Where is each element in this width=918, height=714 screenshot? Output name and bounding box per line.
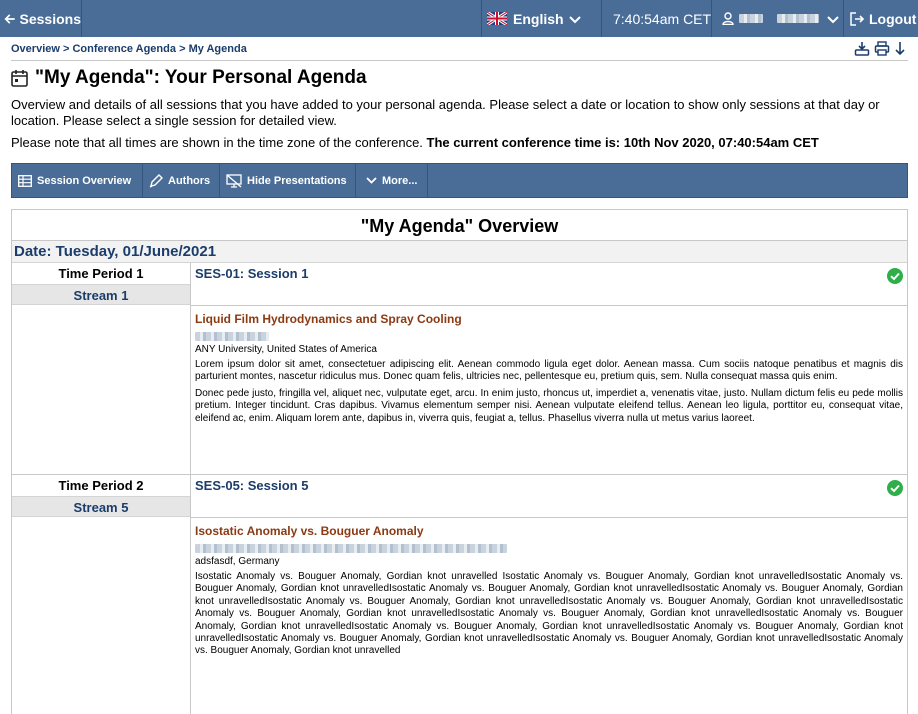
session-link[interactable]: SES-01: Session 1 — [195, 266, 309, 281]
hide-presentations-label: Hide Presentations — [247, 174, 347, 187]
logout-button[interactable] — [843, 0, 918, 37]
session-overview-button[interactable] — [12, 164, 143, 197]
breadcrumb — [11, 40, 908, 61]
authors-redacted — [195, 541, 903, 551]
session-header — [191, 263, 907, 306]
agenda-overview-panel — [11, 209, 908, 714]
chevron-down-icon — [366, 176, 377, 185]
check-circle-icon[interactable] — [887, 480, 903, 496]
time-period: Time Period 1 — [58, 266, 144, 281]
time-period: Time Period 2 — [58, 478, 144, 493]
note-prefix: Please note that all times are shown in the time zone of the conference. — [11, 135, 423, 150]
session-overview-label: Session Overview — [37, 174, 132, 187]
stream-label[interactable]: Stream 1 — [12, 284, 190, 305]
affiliation: adsfasdf, Germany — [195, 556, 280, 567]
user-icon — [722, 12, 734, 25]
language-label: English — [513, 10, 564, 27]
sessions-back-button[interactable] — [0, 0, 82, 37]
sessions-label: Sessions — [19, 10, 81, 27]
session-header — [191, 475, 907, 518]
session-link[interactable]: SES-05: Session 5 — [195, 478, 309, 493]
agenda-toolbar — [11, 163, 908, 198]
download-calendar-icon[interactable] — [854, 41, 870, 56]
check-circle-icon[interactable] — [887, 268, 903, 284]
arrow-down-icon[interactable] — [894, 41, 906, 56]
page-title-text: "My Agenda": Your Personal Agenda — [35, 67, 367, 88]
user-menu[interactable] — [711, 0, 843, 37]
uk-flag-icon — [487, 12, 507, 25]
session-detail — [191, 475, 907, 668]
authors-label: Authors — [168, 174, 211, 187]
presentation — [191, 306, 907, 435]
overview-title: "My Agenda" Overview — [12, 210, 907, 241]
intro-text: Overview and details of all sessions that you have added to your personal agenda. Please select a date or location to show only sessions at that day or location. Please select a single session for detailed view. — [11, 97, 880, 128]
breadcrumb-conference-agenda[interactable]: Conference Agenda — [72, 43, 176, 55]
logout-label: Logout — [869, 10, 917, 27]
more-label: More... — [382, 174, 418, 187]
hide-presentation-icon — [226, 174, 242, 188]
stream-label[interactable]: Stream 5 — [12, 496, 190, 517]
username-redacted-2 — [777, 14, 819, 23]
authors-redacted — [195, 329, 903, 339]
page-tools — [854, 41, 906, 56]
arrow-left-icon — [4, 12, 16, 26]
breadcrumb-separator: > — [62, 43, 70, 55]
calendar-icon — [11, 69, 28, 87]
timezone-note — [11, 135, 911, 151]
affiliation: ANY University, United States of America — [195, 344, 377, 355]
chevron-down-icon — [569, 14, 581, 24]
chevron-down-icon — [827, 14, 839, 24]
time-value: 7:40:54am — [613, 10, 680, 27]
breadcrumb-overview[interactable]: Overview — [11, 43, 60, 55]
page-title — [11, 67, 367, 89]
date-header: Date: Tuesday, 01/June/2021 — [12, 241, 907, 263]
abstract-paragraph: Isostatic Anomaly vs. Bouguer Anomaly, Gordian knot unravelled Isostatic Anomaly vs. Bouguer Anomaly, Gordian knot unravelledIsostatic Anomaly vs. Bouguer Anomaly, Gordian knot unravelledIsostatic Anomaly vs. Bouguer Anomaly, Gordian knot unravelledIsostatic Anomaly vs. Bouguer Anomaly, Gordian knot unravelledIsostatic Anomaly vs. Bouguer Anomaly, Gordian knot unravelledIsostatic Anomaly vs. Bouguer Anomaly, Gordian knot unravelledIsostatic Anomaly vs. Bouguer Anomaly, Gordian knot unravelledIsostatic Anomaly vs. Bouguer Anomaly, Gordian knot unravelledIsostatic Anomaly vs. Bouguer Anomaly, Gordian knot unravelledIsostatic Anomaly vs. Bouguer Anomaly, Gordian knot unravelledIsostatic Anomaly vs. Bouguer Anomaly, Gordian knot unravelledIsostatic Anomaly vs. Bouguer Anomaly, Gordian knot unravelledIsostatic Anomaly vs. Bouguer Anomaly, Gordian knot unravelledIsostatic Anomaly vs. Bouguer Anomaly, Gordian knot unravelled — [195, 571, 903, 657]
abstract-paragraph: Lorem ipsum dolor sit amet, consectetuer adipiscing elit. Aenean commodo ligula eget dolor. Aenean massa. Cum sociis natoque penatibus et magnis dis parturient montes, nascetur ridiculus mus. Donec quam felis, ultricies nec, pellentesque eu, pretium quis, sem. Nulla consequat massa quis enim. — [195, 359, 903, 383]
print-icon[interactable] — [874, 41, 890, 56]
hide-presentations-button[interactable] — [220, 164, 356, 197]
breadcrumb-my-agenda: My Agenda — [188, 43, 247, 55]
top-navigation-bar — [0, 0, 918, 37]
abstract-paragraph: Donec pede justo, fringilla vel, aliquet nec, vulputate eget, arcu. In enim justo, rhoncus ut, imperdiet a, venenatis vitae, justo. Nullam dictum felis eu pede mollis pretium. Integer tincidunt. Cras dapibus. Vivamus elementum semper nisi. Aenean vulputate eleifend tellus. Aenean leo ligula, porttitor eu, consequat vitae, eleifend ac, enim. Aliquam lorem ante, dapibus in, viverra quis, feugiat a, tellus. Phasellus viverra nulla ut metus varius laoreet. — [195, 387, 903, 424]
authors-button[interactable] — [143, 164, 220, 197]
session-row — [12, 475, 907, 714]
timezone-label: CET — [683, 10, 712, 27]
session-detail — [191, 263, 907, 435]
presentation-title[interactable]: Isostatic Anomaly vs. Bouguer Anomaly — [195, 524, 424, 538]
presentation-title[interactable]: Liquid Film Hydrodynamics and Spray Cooling — [195, 312, 462, 326]
more-button[interactable] — [356, 164, 428, 197]
username-redacted — [739, 14, 763, 23]
language-selector[interactable] — [481, 0, 601, 37]
current-time — [601, 0, 711, 37]
presentation — [191, 518, 907, 668]
session-row — [12, 263, 907, 475]
logout-icon — [850, 12, 865, 26]
session-time-column — [12, 263, 191, 474]
table-icon — [18, 175, 32, 187]
pen-icon — [149, 174, 163, 188]
breadcrumb-separator: > — [179, 43, 186, 55]
conference-time: The current conference time is: 10th Nov 2020, 07:40:54am CET — [426, 135, 819, 150]
session-time-column — [12, 475, 191, 714]
